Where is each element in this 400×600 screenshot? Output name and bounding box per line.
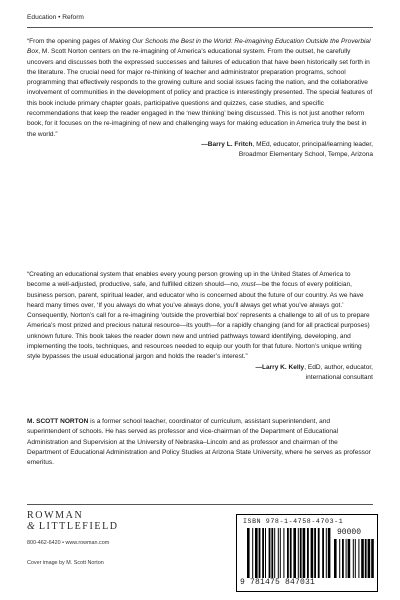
quote-2-text <box>27 270 373 363</box>
barcode-bar <box>314 528 316 578</box>
barcode-bar <box>303 528 306 578</box>
barcode-bar <box>278 528 279 578</box>
top-divider <box>27 27 373 28</box>
barcode-bar <box>271 528 273 578</box>
category-label: Education • Reform <box>27 14 84 21</box>
endorsement-quote-2 <box>27 270 373 383</box>
quote-2-open: “Creating an educational system that enables every young person growing up in the United States of America to become a well-adjusted, productive, safe, and fulfilled citizen should—no, <box>27 271 351 289</box>
barcode-bar <box>328 528 331 578</box>
ean-number: 9 781475 847031 <box>240 578 316 587</box>
barcode-bar <box>348 539 351 578</box>
barcode-bar <box>358 539 359 578</box>
publisher-name-line1 <box>27 510 187 521</box>
barcode-bar <box>342 539 344 578</box>
barcode-bar <box>346 539 347 578</box>
barcode-bar <box>334 539 337 578</box>
barcode-bar <box>326 528 327 578</box>
barcode-bar <box>280 528 281 578</box>
quote-1-attribution <box>27 140 373 161</box>
quote-1-body: , M. Scott Norton centers on the re-imagining of America’s educational system. From the outset, he carefully uncovers and discusses both the expressed successes and failures of education that have been historically set forth in the literature. The crucial need for major re-thinking of teacher and administrator preparation programs, school programming that effectively responds to the growing culture and social issues facing the nation, and the collaborative involvement of communities in the development of policy and practice is interestingly presented. The special features of this book include primary chapter goals, participative questions and quizzes, case studies, and specific recommendations that keep the reader engaged in the ‘new thinking’ being discussed. This is not just another reform book, for it focuses on the re-imagining of new and challenging ways for making education in America truly the best in the world.” <box>27 48 373 138</box>
barcode-bar <box>365 539 367 578</box>
barcode-bar <box>353 539 354 578</box>
barcode-bar <box>274 528 275 578</box>
barcode-bar <box>259 528 261 578</box>
barcode-bar <box>269 528 271 578</box>
barcode-bar <box>300 528 302 578</box>
barcode-bar <box>355 539 356 578</box>
publisher-logo <box>27 510 187 532</box>
barcode-bar <box>339 539 340 578</box>
barcode-bar <box>293 528 296 578</box>
publisher-ampersand: & <box>27 521 37 532</box>
quote-1-open: “From the opening pages of <box>27 38 110 45</box>
author-bio <box>27 417 373 468</box>
quote-2-emphasis: must <box>241 281 256 289</box>
barcode-bar <box>262 528 264 578</box>
bio-text: is a former school teacher, coordinator of curriculum, assistant superintendent, and superintendent of schools. He has served as professor and vice-chairman of the Department of Educational Administration and Supervision at the University of Nebraska–Lincoln and as professor and chairman of the Department of Educational Administration and Policy Studies at Arizona State University, where he serves as professor emeritus. <box>27 418 371 467</box>
book-title: Making Our Schools the Best in the World: Re-imagining Education Outside the Proverbial Box <box>27 38 371 56</box>
publisher-rowman: ROWMAN <box>27 510 84 521</box>
barcode-bar <box>252 528 253 578</box>
barcode-bar <box>247 528 250 578</box>
price-addon-bars <box>334 539 374 578</box>
quote-2-credentials: , EdD, author, educator, <box>304 363 373 371</box>
isbn-barcode <box>236 514 378 592</box>
barcode-bar <box>290 528 292 578</box>
quote-1-author: —Barry L. Fritch <box>201 140 253 148</box>
ean-barcode-bars <box>247 528 333 578</box>
barcode-bar <box>287 528 289 578</box>
quote-2-attribution <box>27 363 373 384</box>
publisher-name-line2 <box>27 521 187 532</box>
quote-2-affiliation: international consultant <box>305 373 373 381</box>
publisher-contact: 800-462-6420 • www.rowman.com <box>27 540 110 546</box>
isbn-text: ISBN 978-1-4758-4703-1 <box>243 518 344 525</box>
endorsement-quote-1 <box>27 37 373 161</box>
quote-2-body: —be the focus of every politician, business person, parent, spiritual leader, and educator who is concerned about the future of our country. As we have heard many times over, ‘If you always do what you’ve always done, you’ll always get what you’ve always got.’ Consequently, Norton’s call for a re-imagining ‘outside the proverbial box’ represents a challenge to all of us to prepare America’s most prized and precious natural resource—its youth—for a rapidly changing (and for all practical purposes) unknown future. This book takes the reader down new and untried pathways toward identifying, developing, and implementing the tools, techniques, and resources needed to equip our youth for that future. Norton’s unique writing style bypasses the usual educational jargon and holds the reader’s interest.” <box>27 281 370 361</box>
barcode-bar <box>322 528 324 578</box>
barcode-bar <box>298 528 299 578</box>
barcode-bar <box>311 528 314 578</box>
barcode-bar <box>361 539 364 578</box>
barcode-bar <box>368 539 371 578</box>
bio-author-name: M. SCOTT NORTON <box>27 418 89 425</box>
barcode-bar <box>307 528 309 578</box>
barcode-bar <box>371 539 374 578</box>
barcode-bar <box>255 528 258 578</box>
quote-1-affiliation: Broadmor Elementary School, Tempe, Arizona <box>238 151 373 159</box>
price-code: 90000 <box>337 528 362 537</box>
quote-2-author: —Larry K. Kelly <box>255 363 305 371</box>
bottom-divider <box>27 504 373 505</box>
barcode-bar <box>265 528 266 578</box>
barcode-bar <box>318 528 320 578</box>
quote-1-credentials: , MEd, educator, principal/learning leader, <box>252 140 373 148</box>
quote-1-text <box>27 37 373 140</box>
publisher-littlefield: LITTLEFIELD <box>38 521 119 532</box>
barcode-bar <box>283 528 284 578</box>
cover-image-credit: Cover image by M. Scott Norton <box>27 560 104 566</box>
